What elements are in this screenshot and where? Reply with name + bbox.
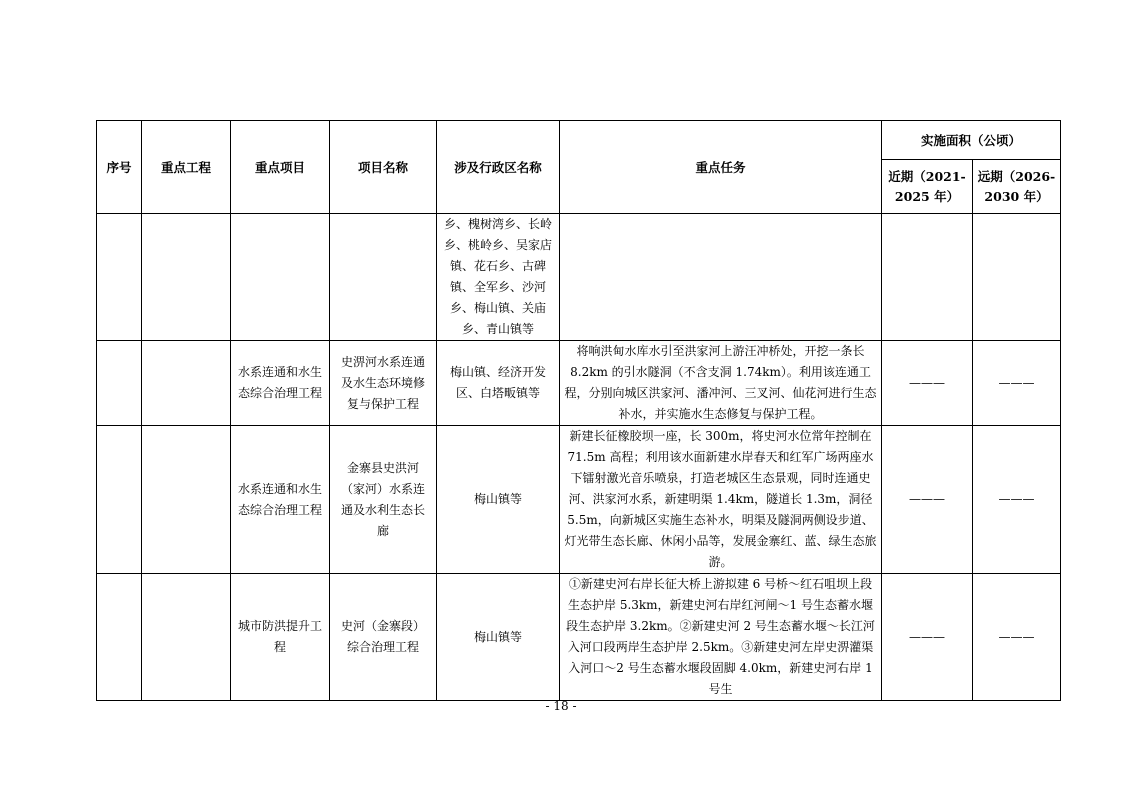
cell-key-item: 水系连通和水生 态综合治理工程 <box>231 341 330 426</box>
table-row <box>97 574 1061 701</box>
table-header <box>97 121 1061 214</box>
cell-seq <box>97 574 142 701</box>
cell-seq <box>97 214 142 341</box>
cell-admin-region: 梅山镇、经济开发 区、白塔畈镇等 <box>437 341 560 426</box>
cell-near-term: ——— <box>882 426 973 574</box>
cell-seq <box>97 426 142 574</box>
cell-key-task: ①新建史河右岸长征大桥上游拟建 6 号桥～红石咀坝上段生态护岸 5.3km，新建史河右岸红河闸～1 号生态蓄水堰段生态护岸 3.2km。②新建史河 2 号生态蓄水堰～长江河入河口段两岸生态护岸 2.5km。③新建史河左岸史淠灌渠入河口～2 号生态蓄水堰段固脚 4.0km，新建史河右岸 1 号生 <box>560 574 882 701</box>
cell-project-name <box>330 214 437 341</box>
header-admin-region: 涉及行政区名称 <box>437 121 560 214</box>
cell-seq <box>97 341 142 426</box>
cell-long-term: ——— <box>973 574 1061 701</box>
cell-near-term: ——— <box>882 341 973 426</box>
cell-project-name: 史河（金寨段） 综合治理工程 <box>330 574 437 701</box>
table-row <box>97 341 1061 426</box>
key-projects-table <box>96 120 1061 701</box>
cell-admin-region: 乡、槐树湾乡、长岭 乡、桃岭乡、吴家店 镇、花石乡、古碑 镇、全军乡、沙河 乡、梅山镇、关庙 乡、青山镇等 <box>437 214 560 341</box>
header-project-name: 项目名称 <box>330 121 437 214</box>
cell-key-project <box>142 341 231 426</box>
cell-key-project <box>142 574 231 701</box>
cell-admin-region: 梅山镇等 <box>437 426 560 574</box>
table-row <box>97 214 1061 341</box>
page-number: - 18 - <box>545 699 577 713</box>
header-long-term: 远期（2026- 2030 年） <box>973 160 1061 214</box>
header-near-term: 近期（2021- 2025 年） <box>882 160 973 214</box>
cell-key-task: 将响洪甸水库水引至洪家河上游汪冲桥处，开挖一条长 8.2km 的引水隧洞（不含支洞 1.74km）。利用该连通工程，分别向城区洪家河、潘冲河、三叉河、仙花河进行生态补水，并实施水生态修复与保护工程。 <box>560 341 882 426</box>
cell-key-item: 水系连通和水生 态综合治理工程 <box>231 426 330 574</box>
cell-key-project <box>142 426 231 574</box>
header-key-project: 重点工程 <box>142 121 231 214</box>
cell-long-term: ——— <box>973 426 1061 574</box>
cell-key-task <box>560 214 882 341</box>
cell-near-term: ——— <box>882 574 973 701</box>
header-seq: 序号 <box>97 121 142 214</box>
header-key-item: 重点项目 <box>231 121 330 214</box>
cell-admin-region: 梅山镇等 <box>437 574 560 701</box>
cell-key-project <box>142 214 231 341</box>
cell-long-term: ——— <box>973 341 1061 426</box>
table-row <box>97 426 1061 574</box>
header-implementation-area: 实施面积（公顷） <box>882 121 1061 160</box>
header-key-task: 重点任务 <box>560 121 882 214</box>
cell-project-name: 金寨县史洪河 （家河）水系连 通及水利生态长 廊 <box>330 426 437 574</box>
cell-key-task: 新建长征橡胶坝一座，长 300m，将史河水位常年控制在 71.5m 高程；利用该水面新建水岸春天和红军广场两座水下镭射激光音乐喷泉，打造老城区生态景观，同时连通史河、洪家河水系，新建明渠 1.4km，隧道长 1.3m，洞径 5.5m，向新城区实施生态补水，明渠及隧洞两侧设步道、灯光带生态长廊、休闲小品等，发展金寨红、蓝、绿生态旅游。 <box>560 426 882 574</box>
cell-key-item <box>231 214 330 341</box>
cell-project-name: 史淠河水系连通 及水生态环境修 复与保护工程 <box>330 341 437 426</box>
cell-long-term <box>973 214 1061 341</box>
cell-key-item: 城市防洪提升工 程 <box>231 574 330 701</box>
cell-near-term <box>882 214 973 341</box>
